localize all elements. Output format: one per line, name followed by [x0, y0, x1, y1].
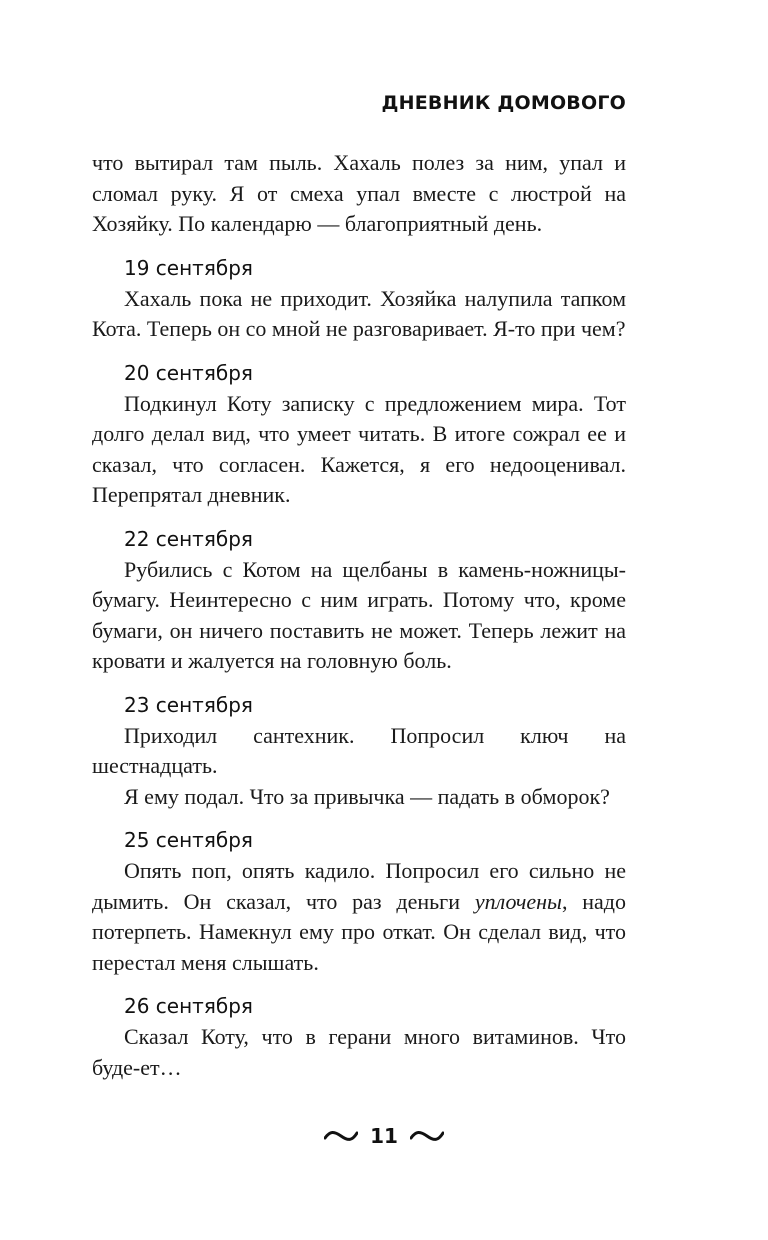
entry-paragraph: Подкинул Коту записку с предложением мира. Тот долго делал вид, что умеет читать. В итоге сожрал ее и сказал, что согласен. Кажется, я его недооценивал. Перепрятал дневник. — [92, 390, 626, 507]
diary-entry — [92, 691, 626, 813]
intro-paragraph: что вытирал там пыль. Хахаль полез за ним, упал и сломал руку. Я от смеха упал вместе с люстрой на Хозяйку. По календарю — благоприятный день. — [92, 150, 626, 236]
diary-entry — [92, 359, 626, 511]
entry-paragraph: Рубились с Котом на щелбаны в камень-ножницы-бумагу. Неинтересно с ним играть. Потому что, кроме бумаги, он ничего поставить не может. Теперь лежит на кровати и жалуется на головную боль. — [92, 556, 626, 673]
entry-italic-word: уплочены — [474, 888, 562, 914]
page-number: 11 — [370, 1124, 398, 1148]
entry-date: 25 сентября — [124, 828, 253, 852]
diary-entry — [92, 826, 626, 978]
entry-date: 19 сентября — [124, 255, 253, 280]
diary-entry — [92, 992, 626, 1083]
entry-date: 20 сентября — [124, 360, 253, 385]
entry-paragraph: Я ему подал. Что за привычка — падать в обморок? — [124, 783, 610, 809]
tilde-swash-icon — [410, 1129, 444, 1143]
entry-paragraph: Сказал Коту, что в герани много витаминов. Что буде-ет… — [92, 1024, 626, 1080]
entry-date: 23 сентября — [124, 692, 253, 717]
entry-paragraph: Приходил сантехник. Попросил ключ на шестнадцать. — [92, 722, 626, 778]
entry-paragraph — [92, 856, 626, 978]
diary-entry — [92, 254, 626, 345]
page-body — [92, 148, 626, 1083]
entry-date: 22 сентября — [124, 526, 253, 551]
diary-entry — [92, 525, 626, 677]
running-title: ДНЕВНИК ДОМОВОГО — [381, 92, 626, 114]
entry-text-before: Опять поп, опять кадило. Попросил его сильно не дымить. Он сказал, что раз деньги — [92, 858, 626, 914]
entry-date: 26 сентября — [124, 994, 253, 1018]
page-footer — [0, 1124, 768, 1148]
entry-paragraph: Хахаль пока не приходит. Хозяйка налупила тапком Кота. Теперь он со мной не разговаривает. Я-то при чем? — [92, 285, 626, 341]
entry-text-after: , надо потерпеть. Намекнул ему про откат. Он сделал вид, что перестал меня слышать. — [92, 888, 627, 975]
tilde-swash-icon — [324, 1129, 358, 1143]
